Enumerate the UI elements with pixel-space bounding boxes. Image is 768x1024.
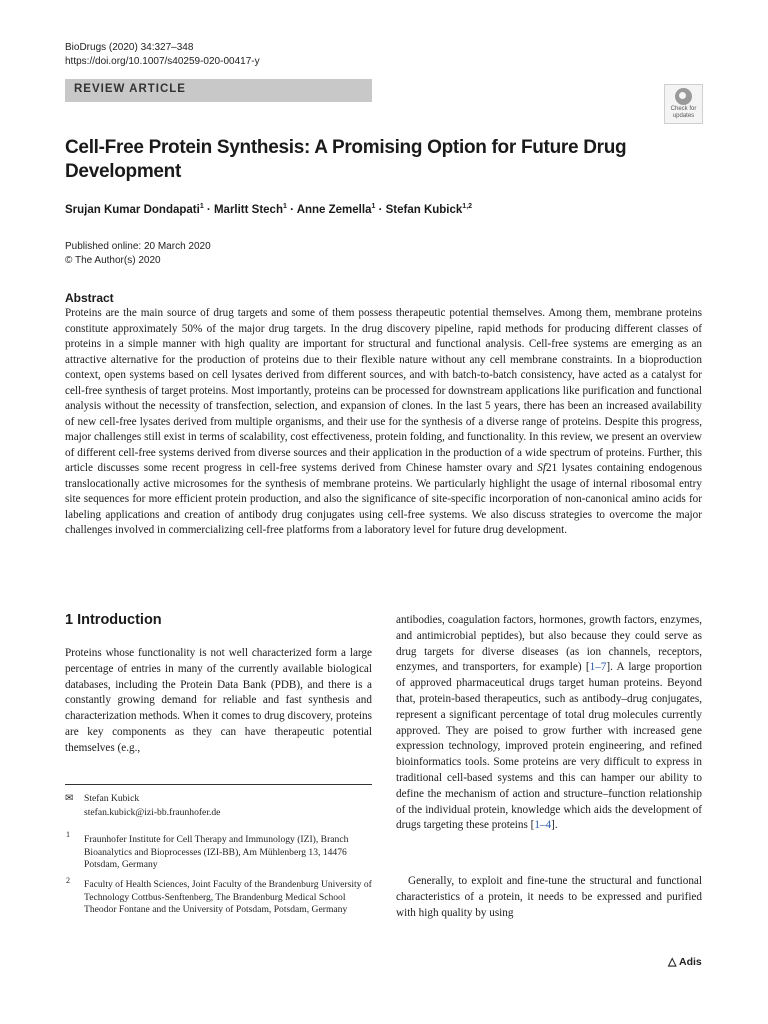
abstract-heading: Abstract (65, 291, 114, 305)
author-affiliation: 1 (199, 203, 204, 210)
abstract-italic-term: Sf (537, 462, 546, 474)
corresponding-author-email[interactable]: stefan.kubick@izi-bb.fraunhofer.de (84, 807, 221, 818)
check-for-updates-badge[interactable] (664, 84, 703, 124)
doi-link[interactable]: https://doi.org/10.1007/s40259-020-00417-y (65, 56, 260, 67)
intro-text: antibodies, coagulation factors, hormones, growth factors, enzymes, and antimicrobial peptides), but also because they could serve as drug targets for diverse diseases (as ion channels, receptors, enzymes, and transporters, for example) [ (396, 614, 702, 674)
affiliation-number: 2 (66, 876, 70, 885)
citation-link[interactable]: 1–4 (534, 819, 552, 832)
author-affiliation: 1,2 (462, 203, 473, 210)
affiliation-1: Fraunhofer Institute for Cell Therapy and Immunology (IZI), Branch Bioanalytics and Bioprocesses (IZI-BB), Am Mühlenberg 13, 14476 Potsdam, Germany (84, 834, 349, 870)
abstract-text (65, 306, 702, 539)
triangle-logo-icon: △ (668, 956, 677, 968)
abstract-text-part2: 21 lysates containing endogenous translocationally active microsomes for the synthesis of membrane proteins. We particularly highlight the usage of internal ribosomal entry site sequences for more efficient protein production, and also the significance of site-specific incorporation of non-canonical amino acids for labeling applications and creation of antibody drug conjugates using cell-free systems. We also discuss strategies to overcome the major challenges involved in commercializing cell-free platforms from a laboratory level for future drug development. (65, 462, 702, 536)
affiliation-2: Faculty of Health Sciences, Joint Faculty of the Brandenburg University of Technology Cottbus-Senftenberg, The Brandenburg Medical School Theodor Fontane and the University of Potsdam, Potsdam, Germany (84, 879, 372, 915)
section-heading-introduction: 1 Introduction (65, 612, 162, 628)
footnote-divider (65, 784, 372, 785)
publisher-logo (668, 955, 702, 968)
author-name[interactable]: Anne Zemella (296, 203, 372, 216)
published-date: Published online: 20 March 2020 (65, 241, 211, 252)
author-name[interactable]: Marlitt Stech (213, 203, 283, 216)
author-list: Srujan Kumar Dondapati$^1$ · Marlitt Stech$^1$ · Anne Zemella$^1$ · Stefan Kubick$^{1,2}$ (65, 203, 473, 216)
intro-paragraph-left: Proteins whose functionality is not well characterized form a large percentage of entries in many of the currently available biological databases, including the Protein Data Bank (PDB), and there is a constantly growing demand for reliable and fast synthesis and characterization methods. When it comes to drug discovery, proteins are key components as they can have therapeutic potential themselves (e.g., (65, 647, 372, 754)
intro-text: ]. (551, 819, 558, 832)
intro-paragraph-right (396, 613, 702, 834)
citation-link[interactable]: 1–7 (589, 661, 607, 674)
author-name[interactable]: Srujan Kumar Dondapati (65, 203, 200, 216)
copyright-notice: © The Author(s) 2020 (65, 255, 161, 266)
article-title: Cell-Free Protein Synthesis: A Promising Option for Future Drug Development (65, 137, 627, 182)
publisher-name: Adis (679, 956, 702, 968)
affiliation-number: 1 (66, 830, 70, 839)
article-type-banner (65, 79, 372, 102)
check-updates-line1: Check for (670, 106, 697, 112)
intro-paragraph-right-2: Generally, to exploit and fine-tune the structural and functional characteristics of a protein, it needs to be expressed and purified with high quality by using (396, 875, 702, 919)
author-name[interactable]: Stefan Kubick (385, 203, 463, 216)
crossmark-icon (675, 88, 692, 105)
author-affiliation: 1 (371, 203, 376, 210)
author-affiliation: 1 (282, 203, 287, 210)
article-type-label: REVIEW ARTICLE (74, 83, 186, 95)
intro-text: ]. A large proportion of approved pharmaceutical drugs target human proteins. Beyond that, protein-based therapeutics, such as antibody–drug conjugates, represent a significant percentage of total drug molecules currently approved. They are poised to grow further with increased gene expression technology, improved protein engineering, and refined bioinformatics tools. Some proteins are very difficult to express in traditional cell-based systems and this can hamper our ability to define the mechanism of action and structure–function relationship of the individual protein, knowledge which aids the development of drugs targeting these proteins [ (396, 661, 702, 832)
check-updates-line2: updates (672, 112, 695, 119)
journal-reference: BioDrugs (2020) 34:327–348 (65, 42, 194, 53)
envelope-icon: ✉ (65, 793, 74, 804)
abstract-text-part1: Proteins are the main source of drug targets and some of them possess therapeutic potential themselves. Among them, membrane proteins constitute approximately 50% of the major drug targets. In the drug discovery pipeline, rapid methods for producing different classes of proteins in a simple manner with high quality are important for structural and functional analysis. Cell-free systems are emerging as an attractive alternative for the production of proteins due to their flexible nature without any cell membrane constraints. In a bioproduction context, open systems based on cell lysates derived from different sources, and with batch-to-batch consistency, have acted as a catalyst for cell-free synthesis of target proteins. Most importantly, proteins can be processed for downstream applications like purification and functional analysis without the necessity of transfection, selection, and expansion of clones. In the last 5 years, there has been an increased availability of new cell-free lysates derived from multiple organisms, and their use for the synthesis of a diverse range of proteins. Despite this progress, major challenges still exist in terms of scalability, cost effectiveness, protein folding, and functionality. In this review, we present an overview of different cell-free systems derived from diverse sources and their application in the production of a wide spectrum of proteins. Further, this article discusses some recent progress in cell-free systems derived from Chinese hamster ovary and (65, 307, 702, 474)
corresponding-author-name: Stefan Kubick (84, 793, 140, 804)
